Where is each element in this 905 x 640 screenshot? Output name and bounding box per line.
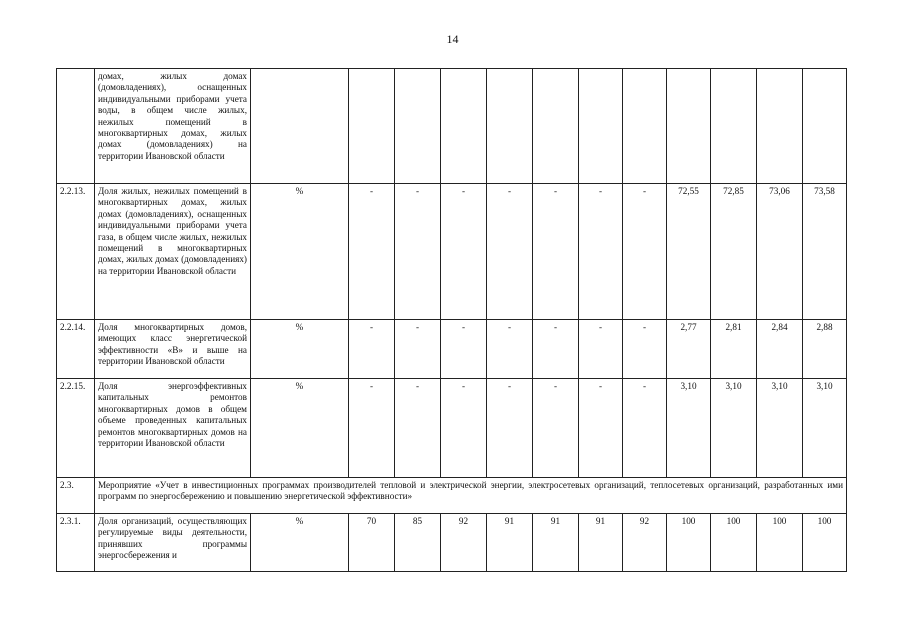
value-cell: - <box>533 320 579 379</box>
value-cell: - <box>533 184 579 320</box>
value-cell <box>395 69 441 184</box>
row-description: Доля организаций, осуществляющих регулируемые виды деятельности, принявших программы энергосбережения и <box>95 514 251 572</box>
value-cell: 3,10 <box>757 379 803 478</box>
value-cell <box>533 69 579 184</box>
table-row <box>57 379 847 478</box>
row-code: 2.3.1. <box>57 514 95 572</box>
value-cell: - <box>349 184 395 320</box>
section-title: Мероприятие «Учет в инвестиционных программах производителей тепловой и электрической энергии, электросетевых организаций, теплосетевых организаций, разработанных ими программ по энергосбережению и повышению энергетической эффективности» <box>95 478 847 514</box>
value-cell <box>487 69 533 184</box>
value-cell: 70 <box>349 514 395 572</box>
value-cell <box>667 69 711 184</box>
value-cell: - <box>487 184 533 320</box>
value-cell: 72,55 <box>667 184 711 320</box>
value-cell: 91 <box>533 514 579 572</box>
value-cell: 91 <box>487 514 533 572</box>
value-cell: 91 <box>579 514 623 572</box>
value-cell <box>349 69 395 184</box>
value-cell <box>579 69 623 184</box>
value-cell: 2,88 <box>803 320 847 379</box>
value-cell: 100 <box>667 514 711 572</box>
row-description: Доля многоквартирных домов, имеющих класс энергетической эффективности «В» и выше на территории Ивановской области <box>95 320 251 379</box>
section-row <box>57 478 847 514</box>
page-number: 14 <box>446 32 459 46</box>
value-cell: 100 <box>711 514 757 572</box>
value-cell: - <box>349 320 395 379</box>
table-row <box>57 184 847 320</box>
row-code: 2.2.14. <box>57 320 95 379</box>
table-row <box>57 69 847 184</box>
value-cell: - <box>395 184 441 320</box>
indicators-table <box>56 68 847 572</box>
value-cell: - <box>441 184 487 320</box>
value-cell: 2,77 <box>667 320 711 379</box>
value-cell: - <box>579 379 623 478</box>
value-cell: 85 <box>395 514 441 572</box>
value-cell <box>623 69 667 184</box>
row-unit: % <box>251 320 349 379</box>
value-cell: - <box>395 320 441 379</box>
value-cell: 2,81 <box>711 320 757 379</box>
value-cell: 3,10 <box>711 379 757 478</box>
table-row <box>57 514 847 572</box>
value-cell: - <box>623 379 667 478</box>
value-cell: - <box>623 184 667 320</box>
row-description: Доля энергоэффективных капитальных ремонтов многоквартирных домов в общем объеме проведенных капитальных ремонтов многоквартирных домов на территории Ивановской области <box>95 379 251 478</box>
value-cell <box>803 69 847 184</box>
row-code: 2.2.15. <box>57 379 95 478</box>
value-cell: - <box>579 184 623 320</box>
value-cell: 100 <box>757 514 803 572</box>
value-cell: 92 <box>623 514 667 572</box>
value-cell <box>441 69 487 184</box>
row-description: домах, жилых домах (домовладениях), оснащенных индивидуальными приборами учета воды, в общем числе жилых, нежилых помещений в многоквартирных домах, жилых домах (домовладениях) на территории Ивановской области <box>95 69 251 184</box>
value-cell: 73,58 <box>803 184 847 320</box>
value-cell <box>711 69 757 184</box>
value-cell: - <box>487 320 533 379</box>
row-unit: % <box>251 379 349 478</box>
value-cell: 3,10 <box>803 379 847 478</box>
value-cell: 3,10 <box>667 379 711 478</box>
value-cell: - <box>441 379 487 478</box>
table-row <box>57 320 847 379</box>
value-cell: - <box>441 320 487 379</box>
row-unit: % <box>251 514 349 572</box>
value-cell: 92 <box>441 514 487 572</box>
row-description: Доля жилых, нежилых помещений в многоквартирных домах, жилых домах (домовладениях), оснащенных индивидуальными приборами учета газа, в общем числе жилых, нежилых помещений в многоквартирных домах, жилых домах (домовладениях) на территории Ивановской области <box>95 184 251 320</box>
value-cell: 73,06 <box>757 184 803 320</box>
value-cell: - <box>395 379 441 478</box>
value-cell: - <box>533 379 579 478</box>
value-cell: - <box>579 320 623 379</box>
row-code: 2.2.13. <box>57 184 95 320</box>
value-cell: - <box>349 379 395 478</box>
row-unit <box>251 69 349 184</box>
value-cell: 100 <box>803 514 847 572</box>
row-unit: % <box>251 184 349 320</box>
value-cell: 72,85 <box>711 184 757 320</box>
row-code <box>57 69 95 184</box>
value-cell: - <box>487 379 533 478</box>
value-cell: 2,84 <box>757 320 803 379</box>
value-cell: - <box>623 320 667 379</box>
section-code: 2.3. <box>57 478 95 514</box>
value-cell <box>757 69 803 184</box>
